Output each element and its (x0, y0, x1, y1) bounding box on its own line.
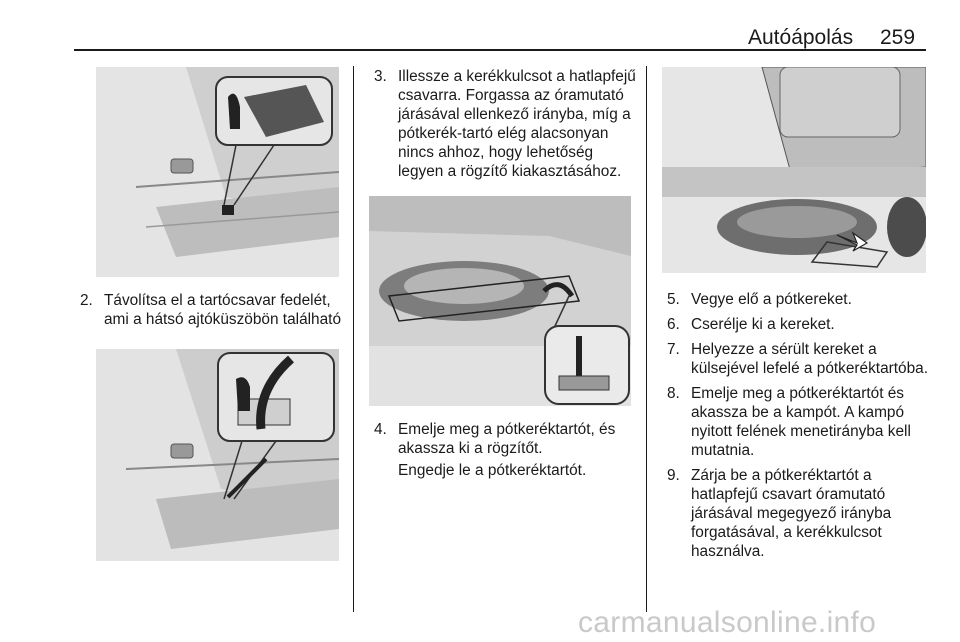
watermark: carmanualsonline.info (578, 606, 877, 639)
step-item (667, 290, 929, 309)
step-number: 2. (80, 292, 93, 309)
step-text: Vegye elő a pótkereket. (691, 291, 852, 308)
column-divider-2 (646, 66, 647, 612)
figure-threshold-screw (96, 349, 339, 561)
step-number: 5. (667, 291, 680, 308)
step-text: Illessze a kerékkulcsot a hatlapfejű csavarra. Forgassa az óramutató járásával ellenkező irányba, míg a pótkerék-tartó elég alacsonyan nincs ahhoz, hogy lehetőség legyen a rögzítő kiakasztásához. (398, 68, 636, 180)
step-text: Zárja be a pótkeréktartót a hatlapfejű csavart óramutató járásával megegyező irányba forgatásával, a kerékkulcsot használva. (691, 467, 892, 560)
step-number: 8. (667, 385, 680, 402)
step-number: 6. (667, 316, 680, 333)
step-number: 3. (374, 68, 387, 85)
figure-spare-wheel-release (369, 196, 631, 406)
step-number: 7. (667, 341, 680, 358)
step-item (374, 67, 636, 181)
page-number: 259 (880, 26, 916, 49)
column-divider-1 (353, 66, 354, 612)
step-item (80, 291, 342, 329)
step-list-col3 (667, 290, 929, 567)
step-text: Emelje meg a pótkeréktartót és akassza be a kampót. A kampó nyitott felének menetirányba kell mutatnia. (691, 385, 911, 459)
step-item (667, 384, 929, 460)
step-text: Cserélje ki a kereket. (691, 316, 835, 333)
figure-threshold-cover (96, 67, 339, 277)
header-divider (74, 49, 926, 51)
section-title: Autóápolás (748, 26, 854, 49)
step-item (667, 340, 929, 378)
step-item (667, 315, 929, 334)
step-list-col2-bottom (374, 420, 636, 464)
step-item (374, 420, 636, 458)
step-item (667, 466, 929, 561)
step-number: 9. (667, 467, 680, 484)
step-text: Távolítsa el a tartócsavar fedelét, ami a hátsó ajtóküszöbön található (104, 292, 341, 328)
step-text: Helyezze a sérült kereket a külsejével lefelé a pótkeréktartóba. (691, 341, 928, 377)
step-number: 4. (374, 421, 387, 438)
figure-spare-wheel-lowered (662, 67, 926, 273)
step4-note: Engedje le a pótkeréktartót. (398, 462, 587, 479)
step-list-col2-top (374, 67, 636, 187)
step-list-col1 (80, 291, 342, 335)
step-text: Emelje meg a pótkeréktartót, és akassza ki a rögzítőt. (398, 421, 616, 457)
